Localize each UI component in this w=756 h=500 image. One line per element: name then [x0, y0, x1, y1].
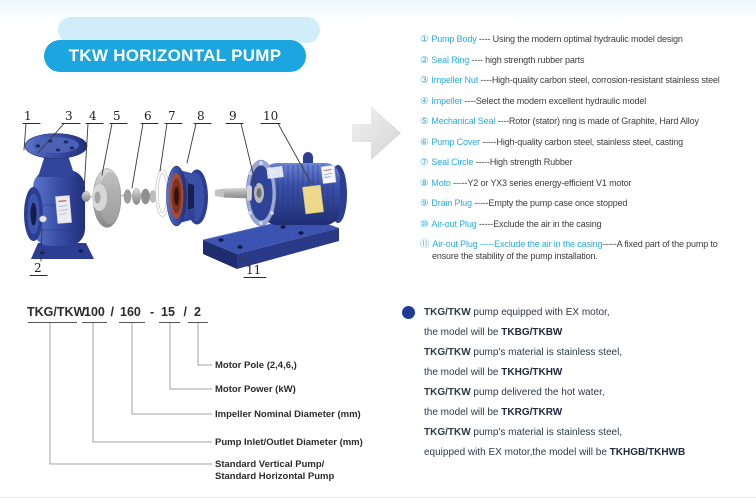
callout-6 [132, 109, 158, 188]
part-description: ---- high strength rubber parts [469, 54, 585, 65]
circled-number: ③ [420, 75, 429, 86]
part-description: -----High strength Rubber [473, 157, 573, 167]
part-item-9 [420, 198, 756, 210]
bullet-icon [402, 306, 415, 319]
circled-number: ⑤ [420, 116, 429, 127]
label-impeller-diameter: Impeller Nominal Diameter (mm) [215, 409, 361, 420]
svg-text:2: 2 [34, 261, 42, 275]
part-description: -----High-quality carbon steel, stainless steel, casting [479, 136, 683, 147]
part-name: Mechanical Seal [431, 116, 496, 126]
model-name: TKHGB/TKHWB [609, 447, 686, 458]
motor-sticker [321, 165, 336, 183]
svg-text:5: 5 [113, 109, 121, 123]
model-variant-notes [424, 303, 756, 463]
lifting-lug [303, 152, 313, 163]
page-title: TKW HORIZONTAL PUMP [44, 40, 306, 72]
part-name: Seal Circle [431, 157, 474, 167]
code-labels [215, 360, 363, 482]
part-item-8 [420, 178, 756, 190]
part-item-6 [420, 137, 756, 149]
circled-number: ⑥ [420, 136, 429, 148]
model-name: TKBG/TKBW [501, 327, 563, 338]
part-name: Impeller [431, 95, 463, 106]
circled-number: ⑦ [420, 157, 429, 168]
note-line: the model will be TKRG/TKRW [424, 407, 563, 418]
note-line: equipped with EX motor,the model will be TKHGB/TKHWB [424, 447, 686, 458]
label-standard-horizontal: Standard Horizontal Pump [215, 471, 335, 482]
note-line: TKG/TKW pump's material is stainless steel, [424, 427, 623, 438]
motor-nameplate [302, 185, 323, 214]
svg-text:9: 9 [229, 109, 237, 123]
part-item-10 [420, 219, 756, 231]
model-code-segment: / [183, 305, 187, 319]
model-code-segment: / [110, 305, 114, 319]
part-description: -----A fixed part of the pump to [602, 239, 718, 249]
motor-front-label [266, 166, 283, 179]
circled-number: ⑨ [420, 198, 429, 209]
model-code-segment: 15 [161, 305, 175, 319]
part-name: Impeller Nut [431, 75, 479, 85]
motor-shaft [215, 186, 252, 201]
part-name: Moto [431, 177, 451, 188]
part-item-7 [420, 157, 756, 169]
mechanical-seal-parts [124, 188, 156, 204]
direction-arrow-icon [352, 106, 401, 160]
circled-number: ⑪ [420, 239, 430, 250]
circled-number: ① [420, 34, 429, 45]
pump-cover [167, 166, 209, 226]
part-item-3 [420, 75, 756, 87]
part-description: -----Exclude the air in the casing [476, 218, 602, 229]
part-name: Seal Ring [431, 54, 470, 65]
model-code-segment: - [150, 305, 155, 319]
note-line: the model will be TKBG/TKBW [424, 327, 563, 338]
model-code-diagram [20, 298, 400, 498]
motor [215, 152, 347, 226]
label-standard-vertical: Standard Vertical Pump/ [215, 459, 325, 470]
part-item-4 [420, 96, 756, 108]
svg-text:8: 8 [197, 109, 205, 123]
parts-list [420, 34, 756, 271]
circled-number: ⑩ [420, 218, 429, 230]
part-name: Pump Body [431, 34, 477, 44]
model-code [27, 305, 201, 319]
bottom-edge-line [0, 497, 756, 498]
svg-text:1: 1 [24, 109, 32, 123]
svg-text:4: 4 [89, 109, 97, 123]
model-code-segment: 2 [194, 305, 201, 319]
impeller-nut [82, 191, 90, 201]
part-name: Pump Cover [431, 136, 480, 147]
suction-flange [24, 187, 43, 241]
circled-number: ④ [420, 95, 429, 107]
model-code-segment: 100 [84, 305, 105, 319]
callout-5 [102, 109, 127, 175]
part-description: -----Y2 or YX3 series energy-efficient V1 motor [450, 177, 632, 188]
part-description: ----High-quality carbon steel, corrosion-resistant stainless steel [478, 75, 720, 85]
svg-text:11: 11 [246, 263, 262, 277]
part-description-line2: ensure the stability of the pump installation. [432, 250, 598, 261]
note-line: TKG/TKW pump equipped with EX motor, [424, 307, 610, 318]
part-description: -----Empty the pump case once stopped [471, 198, 628, 208]
svg-text:10: 10 [263, 109, 279, 123]
part-item-11 [420, 239, 756, 262]
nameplate-sticker [55, 195, 71, 223]
part-item-5 [420, 116, 756, 128]
part-item-1 [420, 34, 756, 46]
part-description: ---- Using the modern optimal hydraulic model design [476, 34, 683, 44]
label-inlet-outlet-diameter: Pump Inlet/Outlet Diameter (mm) [215, 437, 363, 448]
part-description: ----Rotor (stator) ring is made of Graphite, Hard Alloy [495, 116, 699, 126]
exploded-pump-diagram [8, 95, 410, 295]
callout-8 [187, 109, 211, 163]
model-name: TKRG/TKRW [501, 407, 563, 418]
part-description: ----Select the modern excellent hydraulic model [462, 95, 647, 106]
model-name: TKHG/TKHW [501, 367, 563, 378]
part-item-2 [420, 55, 756, 67]
drain-plug [39, 216, 46, 222]
part-name: Air-out Plug [431, 218, 477, 229]
svg-text:7: 7 [168, 109, 176, 123]
part-name: Drain Plug [431, 198, 472, 208]
note-line: the model will be TKHG/TKHW [424, 367, 563, 378]
part-name: Air-out Plug -----Exclude the air in the casing [432, 239, 603, 249]
circled-number: ⑧ [420, 177, 429, 189]
code-leader-lines [50, 323, 212, 464]
model-code-prefix: TKG/TKW [27, 305, 86, 319]
circled-number: ② [420, 54, 429, 66]
svg-text:6: 6 [144, 109, 152, 123]
note-line: TKG/TKW pump's material is stainless steel, [424, 347, 623, 358]
model-code-segment: 160 [120, 305, 141, 319]
label-motor-pole: Motor Pole (2,4,6,) [215, 360, 297, 371]
svg-text:3: 3 [65, 109, 73, 123]
note-line: TKG/TKW pump delivered the hot water, [424, 387, 605, 398]
label-motor-power: Motor Power (kW) [215, 384, 296, 395]
callout-7 [160, 109, 182, 171]
